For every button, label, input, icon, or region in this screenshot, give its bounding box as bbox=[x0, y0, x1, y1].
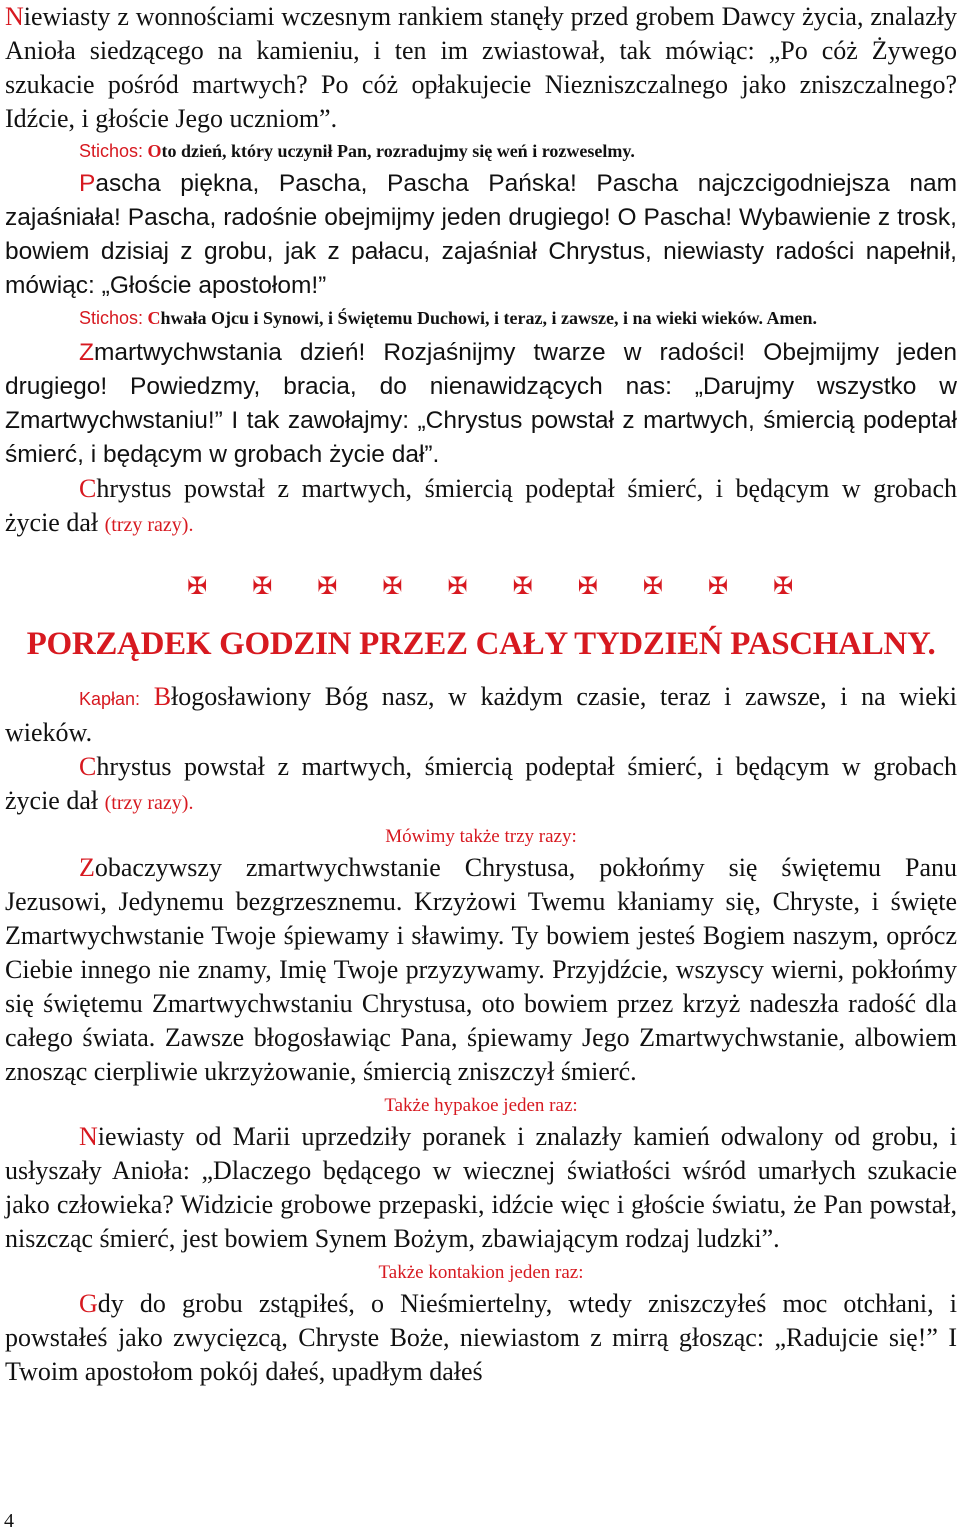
paragraph-hypakoe bbox=[5, 1120, 957, 1256]
paragraph-text: iewiasty z wonnościami wczesnym rankiem stanęły przed grobem Dawcy życia, znalazły Anioła siedzącego na kamieniu, i ten im zwiastował, tak mówiąc: „Po cóż Żywego szukacie pośród martwych? Po cóż opłakujecie Niezniszczalnego jako zniszczalnego? Idźcie, i głoście Jego uczniom”. bbox=[5, 2, 957, 133]
rubric-kontakion: Także kontakion jeden raz: bbox=[378, 1262, 584, 1283]
page-content bbox=[5, 0, 957, 1389]
cross-icon: ✠ bbox=[447, 572, 468, 600]
paragraph-text: hrystus powstał z martwych, śmiercią podeptał śmierć, i będącym w grobach życie dał bbox=[5, 474, 957, 537]
drop-initial: B bbox=[153, 682, 172, 711]
paragraph-text: martwychwstania dzień! Rozjaśnijmy twarze w radości! Obejmijmy jeden drugiego! Powiedzmy, bracia, do nienawidzących nas: „Darujmy wszystko w Zmartwychwstaniu!” I tak zawołajmy: „Chrystus powstał z martwych, śmiercią podeptał śmierć, i będącym w grobach życie dał”. bbox=[5, 339, 957, 468]
drop-initial: P bbox=[79, 170, 96, 197]
paragraph-pascha bbox=[5, 167, 957, 303]
paragraph-resurrection-day bbox=[5, 336, 957, 472]
priest-label: Kapłan: bbox=[79, 689, 141, 709]
drop-initial: N bbox=[79, 1122, 98, 1151]
drop-initial: C bbox=[79, 474, 97, 503]
rubric-three-times: Mówimy także trzy razy: bbox=[385, 826, 577, 847]
paragraph-myrrh-bearers bbox=[5, 0, 957, 136]
cross-icon: ✠ bbox=[317, 572, 338, 600]
section-heading: PORZĄDEK GODZIN PRZEZ CAŁY TYDZIEŃ PASCHALNY. bbox=[26, 626, 936, 662]
paragraph-troparion bbox=[5, 472, 957, 542]
cross-icon: ✠ bbox=[186, 572, 208, 600]
stichos-text: hwała Ojcu i Synowi, i Świętemu Duchowi, i teraz, i zawsze, i na wieki wieków. Amen. bbox=[160, 308, 818, 328]
stichos-glory-line bbox=[5, 305, 957, 332]
paragraph-text: hrystus powstał z martwych, śmiercią podeptał śmierć, i będącym w grobach życie dał bbox=[5, 752, 957, 815]
cross-icon: ✠ bbox=[512, 572, 533, 600]
drop-initial: Z bbox=[79, 339, 94, 366]
drop-initial: Z bbox=[79, 853, 95, 882]
stichos-line bbox=[5, 138, 957, 165]
paragraph-text: obaczywszy zmartwychwstanie Chrystusa, pokłońmy się świętemu Panu Jezusowi, Jedynemu bezgrzesznemu. Krzyżowi Twemu kłaniamy się, Chryste, i święte Zmartwychwstanie Twoje śpiewamy i sławimy. Ty bowiem jesteś Bogiem naszym, oprócz Ciebie innego nie znamy, Imię Twoje przyzywamy. Przyjdźcie, wszyscy wierni, pokłońmy się świętemu Zmartwychwstaniu Chrystusa, oto bowiem przez krzyż nadeszła radość dla całego świata. Zawsze błogosławiąc Pana, śpiewamy Jego Zmartwychwstanie, albowiem znosząc cierpliwie ukrzyżowanie, śmiercią zniszczył śmierć. bbox=[5, 853, 957, 1086]
cross-icon: ✠ bbox=[252, 572, 273, 600]
paragraph-text: ascha piękna, Pascha, Pascha Pańska! Pascha najczcigodniejsza nam zajaśniała! Pascha, radośnie obejmijmy jeden drugiego! O Pascha! Wybawienie z trosk, bowiem dzisiaj z grobu, jak z pałacu, zajaśniał Chrystus, niewiasty radości napełnił, mówiąc: „Głoście apostołom!” bbox=[5, 170, 957, 299]
cross-icon: ✠ bbox=[577, 572, 598, 600]
cross-divider bbox=[5, 568, 957, 604]
paragraph-text: iewiasty od Marii uprzedziły poranek i znalazły kamień odwalony od grobu, i usłyszały Anioła: „Dlaczego będącego w wiecznej światłości wśród umarłych szukacie jako człowieka? Widzicie grobowe przepaski, idźcie więc i głoście światu, że Pan powstał, niszcząc śmierć, jest bowiem Synem Bożym, zbawiającym rodzaj ludzki”. bbox=[5, 1122, 957, 1253]
paragraph-text: łogosławiony Bóg nasz, w każdym czasie, teraz i zawsze, i na wieki wieków. bbox=[5, 682, 957, 747]
stichos-text: to dzień, który uczynił Pan, rozradujmy się weń i rozweselmy. bbox=[161, 141, 635, 161]
cross-icon: ✠ bbox=[707, 572, 728, 600]
stichos-label: Stichos: bbox=[79, 141, 144, 161]
stichos-initial: C bbox=[147, 308, 161, 328]
stichos-initial: O bbox=[147, 141, 162, 161]
cross-icon: ✠ bbox=[772, 572, 794, 600]
drop-initial: G bbox=[79, 1289, 98, 1318]
repeat-note: (trzy razy). bbox=[104, 792, 194, 814]
paragraph-kontakion bbox=[5, 1287, 957, 1389]
cross-icon: ✠ bbox=[642, 572, 663, 600]
cross-icon: ✠ bbox=[382, 572, 403, 600]
paragraph-having-beheld bbox=[5, 851, 957, 1089]
drop-initial: C bbox=[79, 752, 97, 781]
paragraph-text: dy do grobu zstąpiłeś, o Nieśmiertelny, wtedy zniszczyłeś moc otchłani, i powstałeś jako zwycięzcą, Chryste Boże, niewiastom z mirrą głosząc: „Radujcie się!” I Twoim apostołom pokój dałeś, upadłym dałeś bbox=[5, 1289, 957, 1386]
paragraph-blessing bbox=[5, 680, 957, 750]
stichos-label: Stichos: bbox=[79, 308, 144, 328]
drop-initial: N bbox=[5, 2, 24, 31]
paragraph-troparion-repeat bbox=[5, 750, 957, 820]
rubric-hypakoe: Także hypakoe jeden raz: bbox=[384, 1095, 578, 1116]
page-number: 4 bbox=[4, 1510, 14, 1532]
repeat-note: (trzy razy). bbox=[104, 514, 194, 536]
